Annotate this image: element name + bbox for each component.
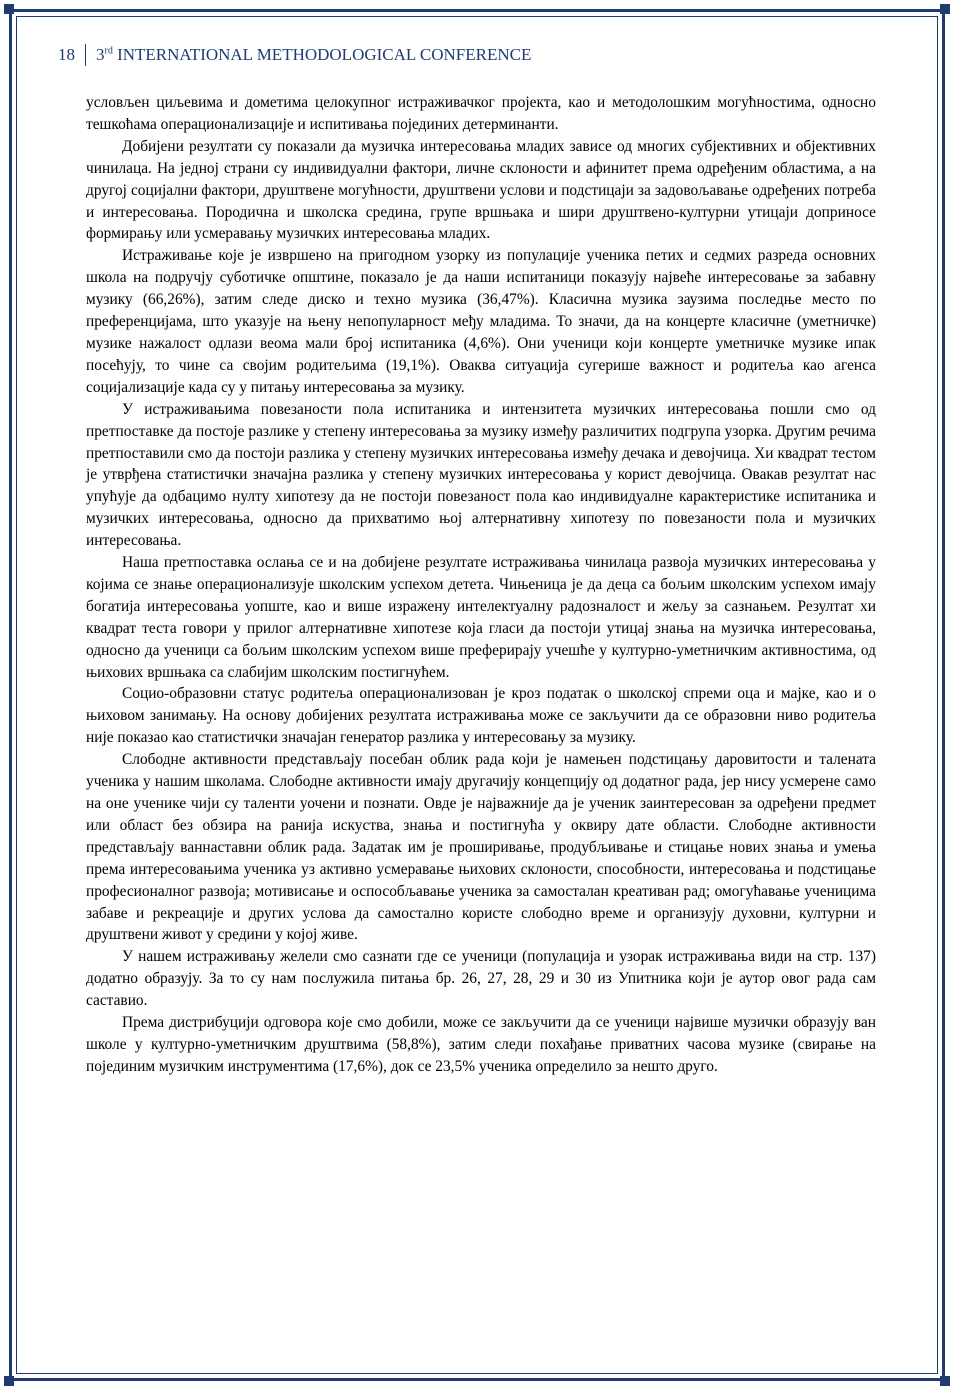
paragraph: Добијени резултати су показали да музичка интересовања младих зависе од многих субјективних и објективних чинилаца. На једној страни су индивидуални фактори, личне склоности и афинитет према одређеним областима, а на другој социјални фактори, друштвене могућности, друштвени услови и подстицаји за задовољавање одређених потреба и интересовања. Породична и школска средина, групе вршњака и шири друштвено-културни утицаји доприносе формирању или усмеравању музичких интересовања младих. — [86, 137, 876, 243]
paragraph: Социо-образовни статус родитеља операционализован је кроз податак о школској спреми оца и мајке, као и о њиховом занимању. На основу добијених резултата истраживања може се закључити да се образовни ниво родитеља није показао као статистички значајан генератор разлика у интересовању за музику. — [86, 685, 876, 747]
corner-ornament — [940, 4, 950, 14]
paragraph: Истраживање које је извршено на пригодном узорку из популације ученика петих и седмих разреда основних школа на подручју суботичке општине, показало је да наши испитаници показују највеће интересовање за забавну музику (66,26%), затим следе диско и техно музика (36,47%). Класична музика заузима последње место по преференцијама, што указује на њену непопуларност међу младима. То значи, да на концерте класичне (уметничке) музике нажалост одлази веома мали број испитаника (4,6%). Они ученици који концерте уметничке музике ипак посећују, то чине са својим родитељима (19,1%). Оваква ситуација сугерише важност и родитеља као агенса социјализације када су у питању интересовања за музику. — [86, 247, 876, 396]
body-text — [86, 92, 876, 1078]
paragraph: У нашем истраживању желели смо сазнати где се ученици (популација и узорак истраживања види на стр. 137) додатно образују. За то су нам послужила питања бр. 26, 27, 28, 29 и 30 из Упитника који је аутор овог рада сам саставио. — [86, 948, 876, 1010]
corner-ornament — [4, 4, 14, 14]
paragraph: Према дистрибуцији одговора које смо добили, може се закључити да се ученици највише музички образују ван школе у културно-уметничким друштвима (58,8%), затим следи похађање приватних часова музике (свирање на појединим музичким инструментима (17,6%), док се 23,5% ученика определило за нешто друго. — [86, 1014, 876, 1075]
page-number: 18 — [58, 45, 75, 64]
conference-title: INTERNATIONAL METHODOLOGICAL CONFERENCE — [117, 45, 532, 64]
corner-ornament — [940, 1376, 950, 1386]
paragraph: условљен циљевима и дометима целокупног истраживачког пројекта, као и методолошким могућностима, односно тешкоћама операционализације и испитивања појединих детерминанти. — [86, 94, 876, 133]
paragraph: У истраживањима повезаности пола испитаника и интензитета музичких интересовања пошли смо од претпоставке да постоје разлике у степену интересовања за музику између различитих подгрупа узорка. Другим речима претпоставили смо да постоји разлика у степену музичких интересовања између дечака и девојчица. Хи квадрат тестом је утврђена статистички значајна разлика у степену музичких интересовања у корист девојчица. Овакав резултат нас упућује да одбацимо нулту хипотезу да не постоји повезаност пола као индивидуалне карактеристике испитаника и музичких интересовања, односно да прихватимо њој алтернативну хипотезу по повезаности пола и музичких интересовања. — [86, 400, 876, 550]
header-divider — [85, 44, 86, 66]
corner-ornament — [4, 1376, 14, 1386]
conference-ordinal: 3rd — [96, 45, 113, 64]
running-header — [58, 44, 531, 66]
paragraph: Наша претпоставка ослања се и на добијене резултате истраживања чинилаца развоја музичких интересовања у којима се знање операционализује школским успехом детета. Чињеница је да деца са бољим школским успехом имају богатија интересовања уопште, као и више изражену интелектуалну радозналост и жељу за сазнањем. Резултат хи квадрат теста говори у прилог алтернативне хипотезе која гласи да постоји утицај знања на музичка интересовања, односно да ученици са бољим школским успехом више преферирају учешће у културно-уметничким активностима, од њихових вршњака са слабијим школским постигнућем. — [86, 554, 876, 681]
paragraph: Слободне активности представљају посебан облик рада који је намењен подстицању даровитости и талената ученика у нашим школама. Слободне активности имају другачију концепцију од додатног рада, јер нису усмерене само на оне ученике чији су таленти уочени и познати. Овде је најважније да је ученик заинтересован за одређени предмет или област без обзира на ранија искуства, знања и постигнућа у оквиру дате области. Слободне активности представљају ваннаставни облик рада. Задатак им је проширивање, продубљивање и стицање нових знања и умења према интересовањима ученика уз активно усмеравање њихових склоности, способности, интересовања и подстицање професионалног развоја; мотивисање и оспособљавање ученика за самосталан креативан рад; омогућавање ученицима забаве и рекреације и других услова да самостално користе слободно време и организују духовни, културни и друштвени живот у средини у којој живе. — [86, 751, 876, 944]
